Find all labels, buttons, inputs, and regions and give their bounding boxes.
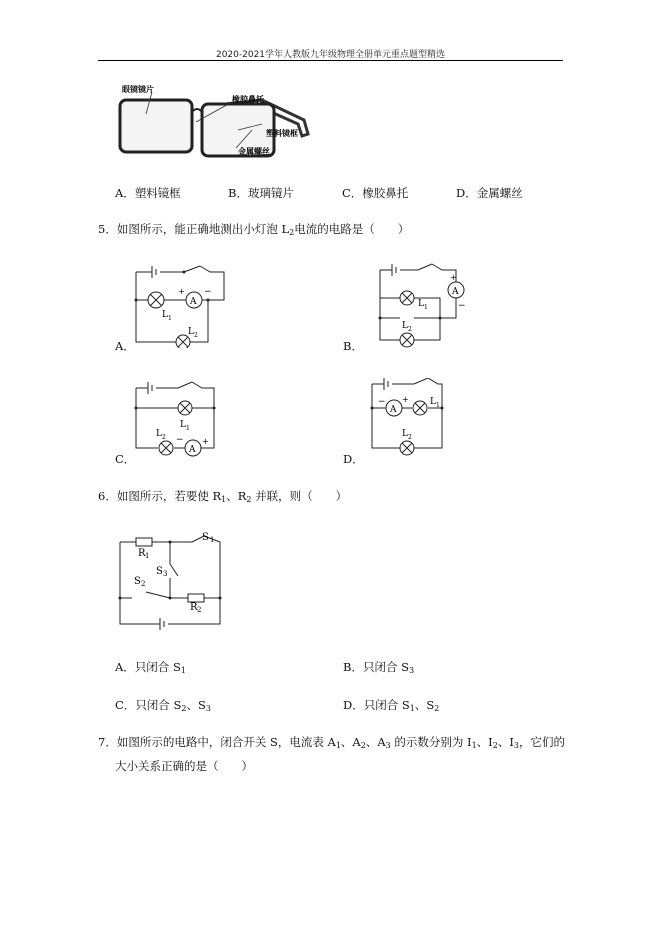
q5-stem: 5．如图所示，能正确地测出小灯泡 $L_2$电流的电路是（ ） xyxy=(98,222,410,237)
svg-text:R: R xyxy=(138,548,146,559)
glasses-label-screw: 金属螺丝 xyxy=(238,146,270,156)
svg-text:−: − xyxy=(176,435,184,445)
svg-text:R: R xyxy=(190,602,198,613)
svg-text:3: 3 xyxy=(163,570,168,578)
svg-text:S: S xyxy=(202,532,209,543)
q5-circuit-a xyxy=(130,262,230,348)
q5-option-c: C． xyxy=(115,452,136,466)
svg-text:L: L xyxy=(418,299,424,309)
svg-text:L: L xyxy=(162,310,168,320)
q5-circuit-c xyxy=(130,380,230,466)
svg-text:2: 2 xyxy=(141,580,146,588)
svg-text:−: − xyxy=(378,397,386,407)
glasses-label-nose: 橡胶鼻托 xyxy=(232,94,264,104)
glasses-label-lens: 眼镜镜片 xyxy=(122,84,154,94)
q5-option-b: B． xyxy=(343,339,363,353)
q4-option-c: C．橡胶鼻托 xyxy=(342,186,409,200)
q6-option-c: C．只闭合 $S_2$、$S_3$ xyxy=(115,698,211,713)
page-header: 2020-2021学年人教版九年级物理全册单元重点题型精选 xyxy=(215,50,446,60)
svg-text:L: L xyxy=(402,429,408,439)
svg-text:+: + xyxy=(402,395,409,404)
svg-text:L: L xyxy=(188,327,194,337)
svg-text:+: + xyxy=(178,287,185,296)
svg-text:2: 2 xyxy=(197,606,202,614)
svg-text:+: + xyxy=(450,273,457,282)
q7-stem-line2: 大小关系正确的是（ ） xyxy=(115,759,253,773)
q6-option-a: A．只闭合 $S_1$ xyxy=(115,660,186,675)
svg-text:S: S xyxy=(156,566,163,577)
svg-text:2: 2 xyxy=(162,434,166,441)
q5-circuit-d xyxy=(366,378,466,464)
svg-text:−: − xyxy=(204,287,212,297)
svg-text:1: 1 xyxy=(424,304,428,311)
svg-text:A: A xyxy=(390,405,397,415)
q4-option-b: B．玻璃镜片 xyxy=(228,186,294,200)
q7-stem-line1: 7．如图所示的电路中，闭合开关 S，电流表 $A_1$、$A_2$、$A_3$ 的示数分别为 $I_1$、$I_2$、$I_3$，它们的 xyxy=(98,735,565,750)
q6-option-b: B．只闭合 $S_3$ xyxy=(343,660,415,675)
svg-text:−: − xyxy=(458,301,466,311)
q5-option-a: A． xyxy=(115,339,135,353)
q5-circuit-b xyxy=(370,262,470,348)
svg-text:L: L xyxy=(430,397,436,407)
q4-option-d: D．金属螺丝 xyxy=(456,186,523,200)
q6-option-d: D．只闭合 $S_1$、$S_2$ xyxy=(343,698,440,713)
svg-text:L: L xyxy=(180,420,186,430)
svg-text:1: 1 xyxy=(210,536,215,544)
q4-option-a: A．塑料镜框 xyxy=(115,186,181,200)
q5-option-d: D． xyxy=(343,452,364,466)
svg-text:1: 1 xyxy=(186,425,190,432)
svg-text:L: L xyxy=(402,321,408,331)
svg-text:+: + xyxy=(202,437,209,446)
svg-text:L: L xyxy=(156,429,162,439)
svg-text:A: A xyxy=(189,445,196,455)
svg-text:1: 1 xyxy=(168,315,172,322)
header-rule xyxy=(98,60,563,61)
glasses-figure xyxy=(112,78,312,168)
svg-text:1: 1 xyxy=(145,552,150,560)
q6-stem: 6．如图所示，若要使 $R_1$、$R_2$ 并联，则（ ） xyxy=(98,489,348,504)
svg-text:2: 2 xyxy=(408,434,412,441)
q6-circuit xyxy=(112,528,232,638)
svg-text:2: 2 xyxy=(408,326,412,333)
svg-text:S: S xyxy=(134,576,141,587)
glasses-label-frame: 塑料镜框 xyxy=(266,128,298,138)
svg-text:A: A xyxy=(452,287,459,297)
svg-text:A: A xyxy=(190,297,197,307)
svg-text:1: 1 xyxy=(436,402,440,409)
svg-text:2: 2 xyxy=(194,332,198,339)
